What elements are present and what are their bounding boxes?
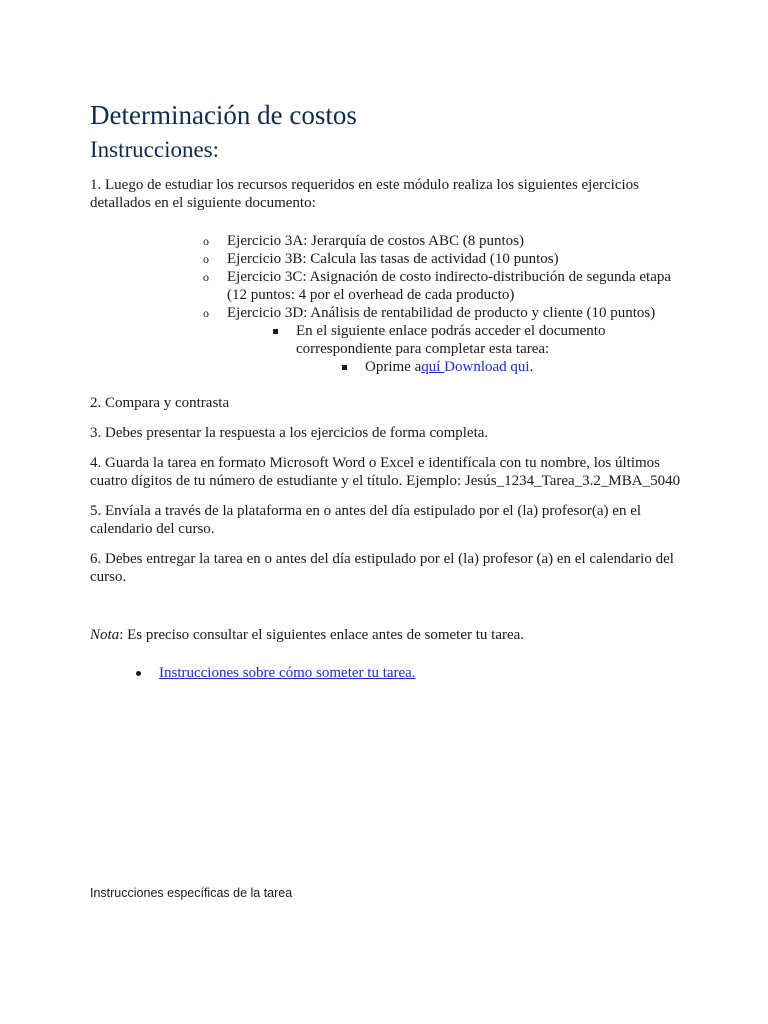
download-list bbox=[341, 358, 683, 376]
download-link-1[interactable]: quí bbox=[421, 359, 445, 375]
square-bullet-icon bbox=[273, 329, 278, 334]
instructions-link[interactable]: Instrucciones sobre cómo someter tu tarea. bbox=[159, 665, 416, 681]
instructions-item bbox=[135, 664, 690, 682]
step-5: 5. Envíala a través de la plataforma en o antes del día estipulado por el (la) profesor(a) en el calendario del curso. bbox=[90, 503, 642, 537]
step-2: 2. Compara y contrasta bbox=[90, 395, 230, 411]
exercise-item: o Ejercicio 3B: Calcula las tasas de actividad (10 puntos) bbox=[203, 251, 559, 267]
link-intro-item: En el siguiente enlace podrás acceder el documento correspondiente para completar esta tarea: Oprime aquí Download qui. bbox=[272, 322, 683, 376]
footer-text: Instrucciones específicas de la tarea bbox=[90, 886, 293, 900]
download-item: Oprime aquí Download qui. bbox=[341, 358, 683, 376]
document-body bbox=[90, 96, 690, 682]
exercise-item: o Ejercicio 3A: Jerarquía de costos ABC (8 puntos) bbox=[203, 233, 525, 249]
step-4: 4. Guarda la tarea en formato Microsoft Word o Excel e identifícala con tu nombre, los últimos cuatro dígitos de tu número de estudiante y el título. Ejemplo: Jesús_1234_Tarea_3.2_MBA_5040 bbox=[90, 455, 681, 489]
step-1: 1. Luego de estudiar los recursos requeridos en este módulo realiza los siguientes ejercicios detallados en el siguiente documento: bbox=[90, 177, 639, 211]
bullet-icon bbox=[136, 671, 141, 676]
step-3: 3. Debes presentar la respuesta a los ejercicios de forma completa. bbox=[90, 425, 489, 441]
exercise-list bbox=[203, 232, 683, 376]
circle-bullet-icon: o bbox=[203, 306, 209, 320]
circle-bullet-icon: o bbox=[203, 252, 209, 266]
note-text: : Es preciso consultar el siguientes enlace antes de someter tu tarea. bbox=[119, 627, 525, 643]
exercise-item: o Ejercicio 3C: Asignación de costo indirecto-distribución de segunda etapa (12 puntos: 4 por el overhead de cada producto) bbox=[203, 269, 672, 303]
step-6: 6. Debes entregar la tarea en o antes del día estipulado por el (la) profesor (a) en el calendario del curso. bbox=[90, 551, 674, 585]
circle-bullet-icon: o bbox=[203, 234, 209, 248]
note-label: Nota bbox=[90, 627, 120, 643]
exercise-item: o Ejercicio 3D: Análisis de rentabilidad de producto y cliente (10 puntos) En el siguiente enlace podrás acceder el documento correspondiente para completar esta tarea: Oprime aquí Download qui. bbox=[203, 304, 683, 376]
download-link-2[interactable]: Download qui bbox=[444, 359, 530, 375]
square-bullet-icon bbox=[342, 365, 347, 370]
page-title: Determinación de costos bbox=[90, 100, 357, 130]
section-heading: Instrucciones: bbox=[90, 137, 220, 162]
circle-bullet-icon: o bbox=[203, 270, 209, 284]
link-list bbox=[272, 322, 683, 376]
note bbox=[90, 626, 690, 644]
instructions-list bbox=[135, 664, 690, 682]
